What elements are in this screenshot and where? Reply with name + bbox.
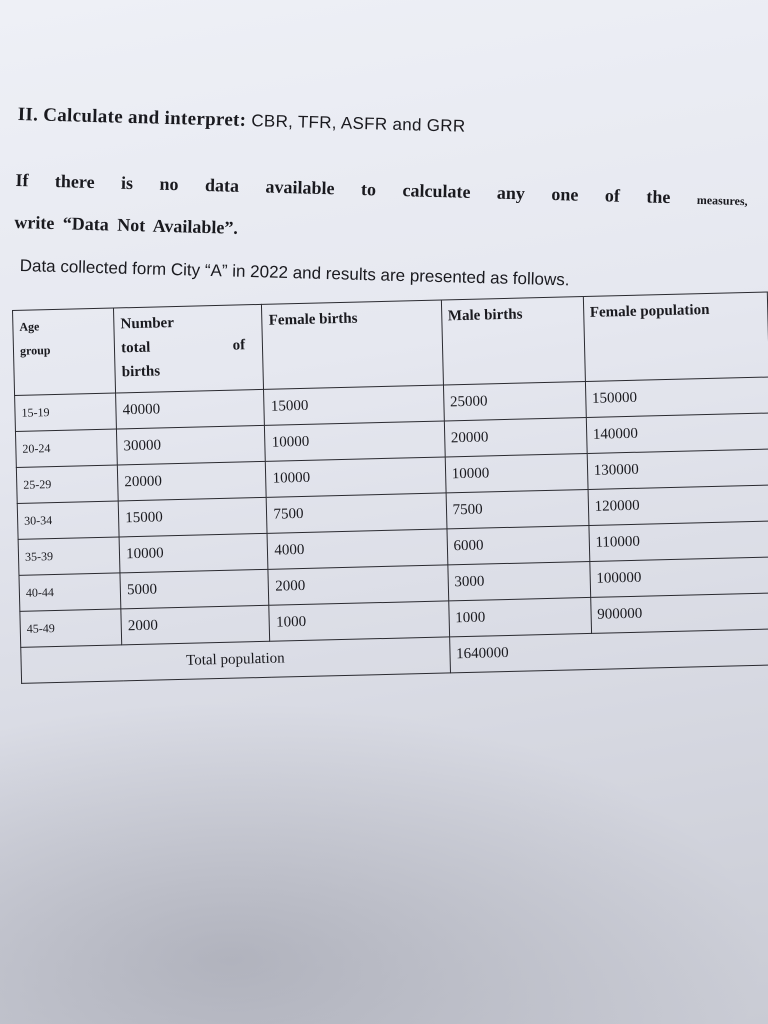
header-female-births: Female births: [262, 300, 443, 389]
table-row: 20-24 30000 10000 20000 140000: [15, 413, 768, 467]
table-row: 45-49 2000 1000 1000 900000: [20, 593, 768, 647]
total-population-label: Total population: [21, 637, 450, 683]
table-row: 40-44 5000 2000 3000 100000: [19, 557, 768, 611]
total-population-value: 1640000: [449, 629, 768, 673]
question-heading: [17, 104, 757, 145]
photo-shadow: [0, 700, 768, 1024]
table-row: 35-39 10000 4000 6000 110000: [18, 521, 768, 575]
header-male-births: Male births: [441, 297, 585, 385]
question-instruction: Calculate and interpret:: [42, 104, 247, 131]
table-row: 15-19 40000 15000 25000 150000: [15, 377, 768, 431]
header-total-births: Number total of births: [114, 304, 264, 393]
births-data-table: [12, 292, 768, 684]
question-number: II.: [17, 104, 39, 126]
table-row: 25-29 20000 10000 10000 130000: [16, 449, 768, 503]
header-age-group: Age group: [13, 308, 116, 395]
intro-text: Data collected form City “A” in 2022 and results are presented as follows.: [19, 256, 570, 290]
measures-list: CBR, TFR, ASFR and GRR: [251, 111, 466, 136]
table-row: 30-34 15000 7500 7500 120000: [17, 485, 768, 539]
instruction-line-2: write “Data Not Available”.: [14, 211, 239, 238]
instruction-line-1: If there is no data available to calculate any one of the measures,: [15, 169, 748, 209]
header-female-population: Female population: [583, 292, 768, 381]
instruction-text: [14, 160, 766, 262]
